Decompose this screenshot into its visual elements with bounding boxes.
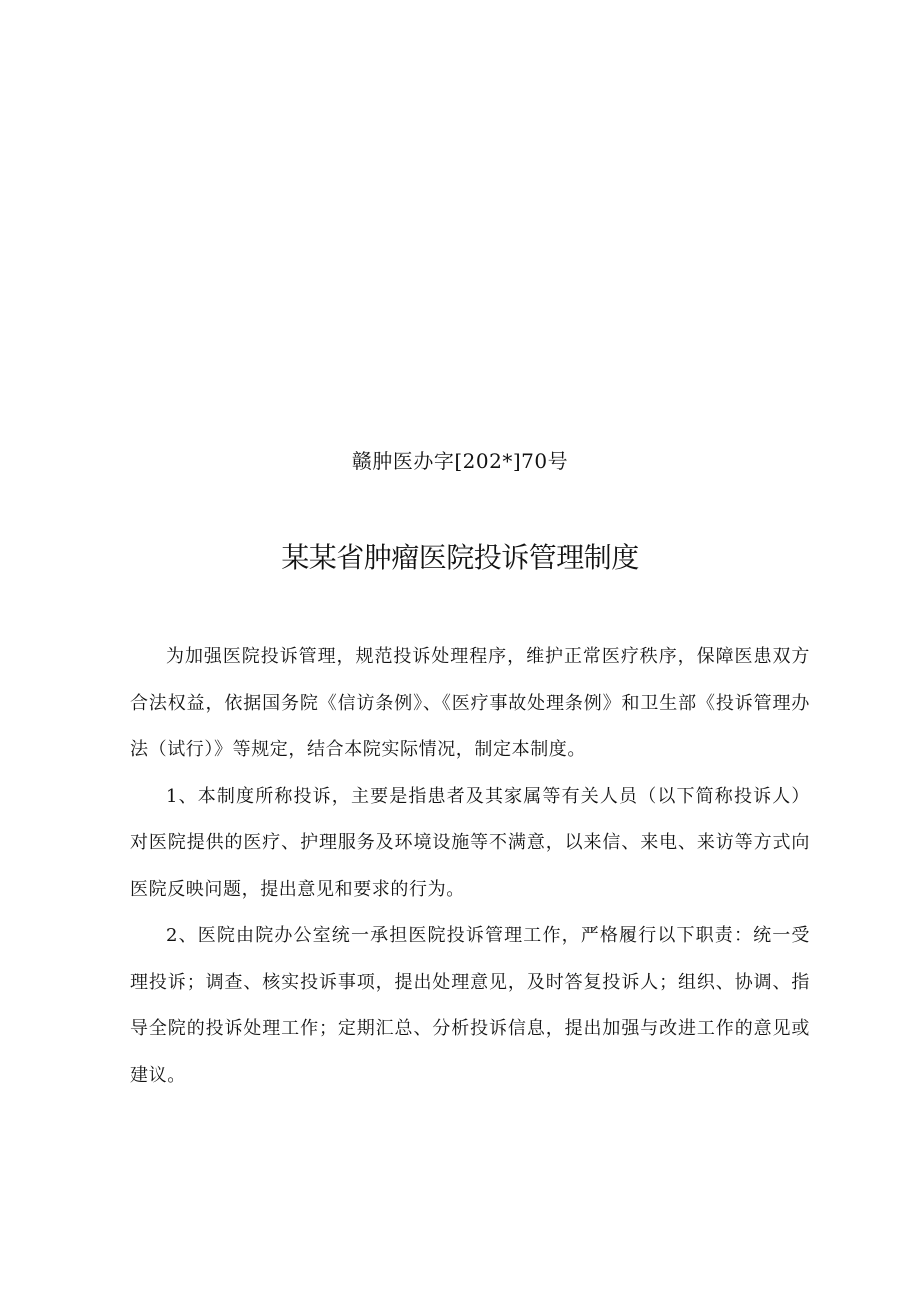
paragraph-intro: 为加强医院投诉管理，规范投诉处理程序，维护正常医疗秩序，保障医患双方合法权益，依据国务院《信访条例》、《医疗事故处理条例》和卫生部《投诉管理办法（试行）》等规定，结合本院实际情况，制定本制度。: [130, 646, 810, 760]
document-body: [130, 634, 810, 1099]
paragraph-article-2: 2、医院由院办公室统一承担医院投诉管理工作，严格履行以下职责：统一受理投诉；调查、核实投诉事项，提出处理意见，及时答复投诉人；组织、协调、指导全院的投诉处理工作；定期汇总、分析投诉信息，提出加强与改进工作的意见或建议。: [130, 925, 810, 1086]
document-number: 赣肿医办字[202*]70号: [351, 449, 569, 473]
paragraph-article-1: 1、本制度所称投诉，主要是指患者及其家属等有关人员（以下简称投诉人）对医院提供的医疗、护理服务及环境设施等不满意，以来信、来电、来访等方式向医院反映问题，提出意见和要求的行为。: [130, 785, 810, 900]
document-title: 某某省肿瘤医院投诉管理制度: [281, 541, 639, 574]
